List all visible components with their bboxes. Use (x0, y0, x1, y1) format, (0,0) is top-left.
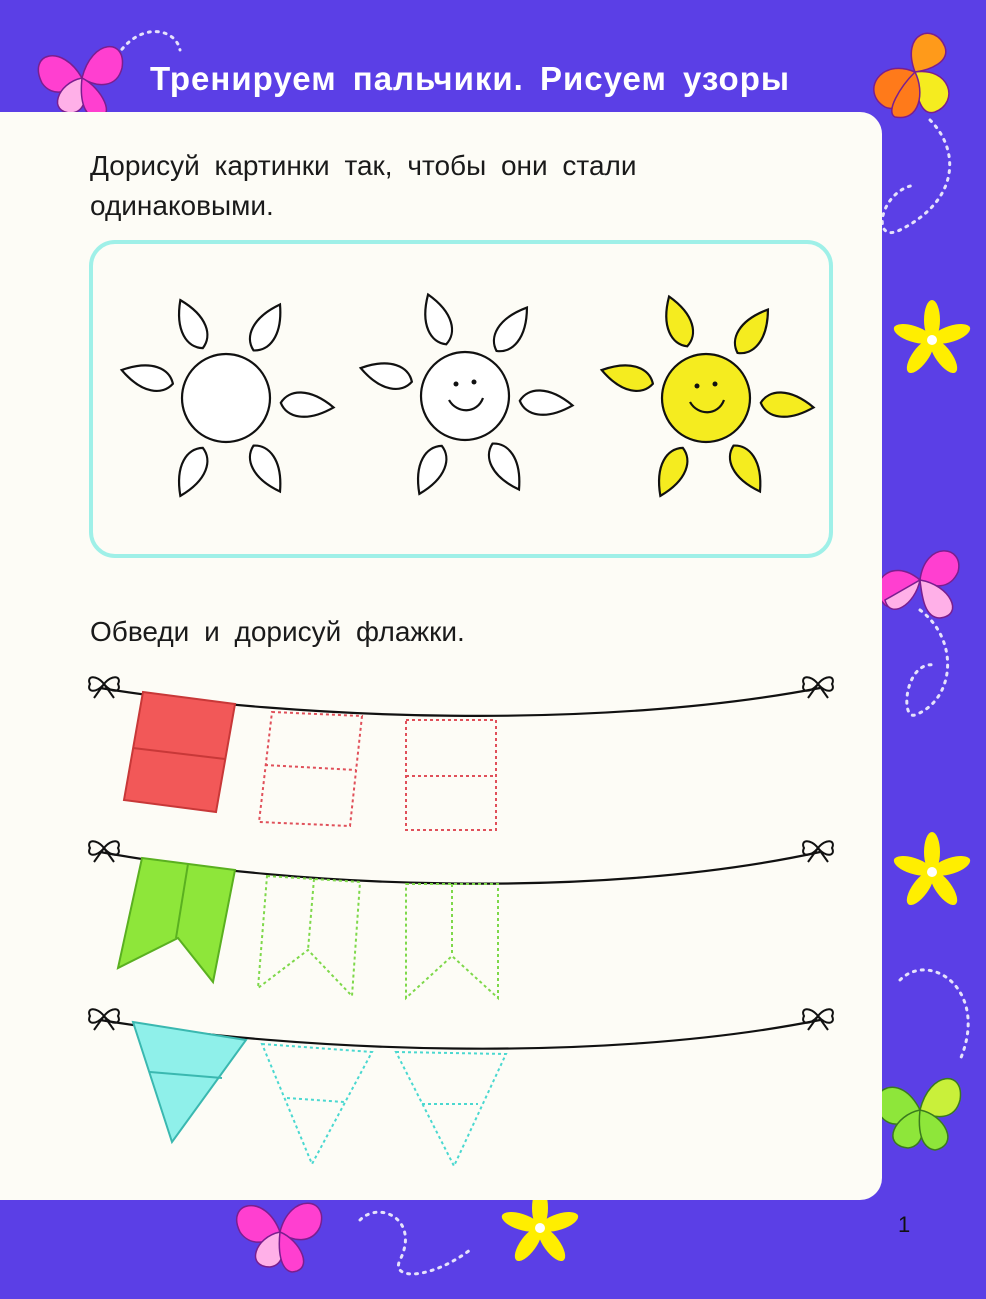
instruction-draw-suns: Дорисуй картинки так, чтобы они стали одинаковыми. (90, 150, 637, 221)
flag-cyan-traced[interactable] (396, 1052, 506, 1166)
flag-row-swallowtails (89, 841, 833, 998)
flag-green-filled (118, 858, 235, 982)
flag-green-traced[interactable] (406, 884, 498, 998)
flag-red-traced[interactable] (406, 720, 496, 830)
flag-row-triangles (89, 1009, 833, 1166)
flag-red-filled (124, 692, 235, 812)
instruction-trace-flags: Обведи и дорисуй флажки. (90, 616, 465, 647)
flag-cyan-traced[interactable] (262, 1044, 372, 1164)
flag-row-rectangles (89, 677, 833, 830)
flag-cyan-filled (133, 1022, 246, 1142)
page-number: 1 (898, 1212, 911, 1237)
flag-green-traced[interactable] (258, 876, 360, 996)
page-title: Тренируем пальчики. Рисуем узоры (150, 60, 791, 97)
flag-red-traced[interactable] (259, 712, 362, 826)
